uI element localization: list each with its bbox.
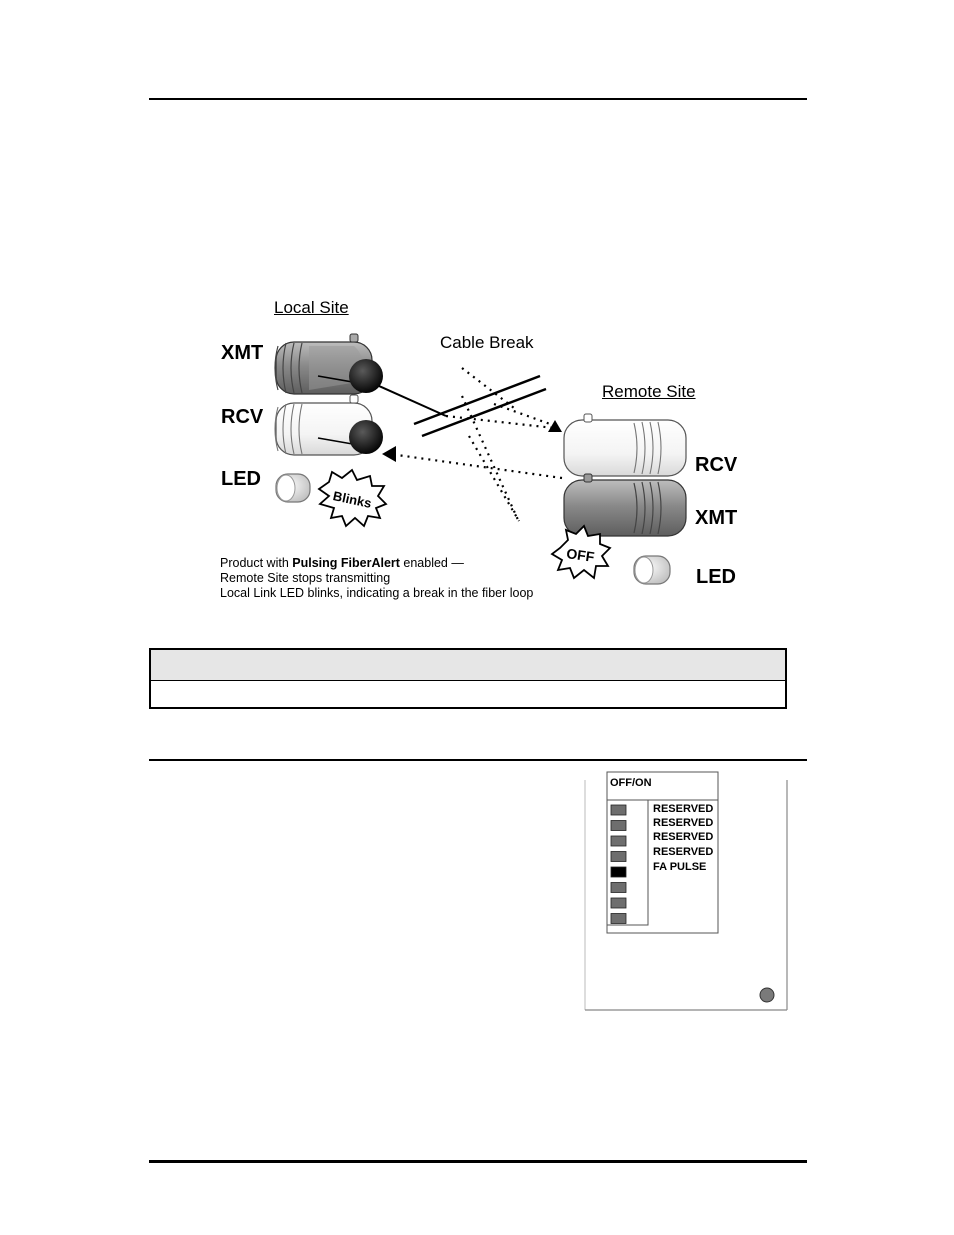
- caption-line-3: Local Link LED blinks, indicating a break in the fiber loop: [220, 586, 534, 600]
- blinks-burst-icon: [319, 470, 386, 526]
- note-table: [149, 648, 787, 709]
- cable-break-label: Cable Break: [440, 333, 534, 352]
- local-rcv-label: RCV: [221, 406, 264, 428]
- dip-switch-5[interactable]: [611, 867, 626, 877]
- dip-switch-8[interactable]: [611, 914, 626, 924]
- off-text: OFF: [565, 545, 596, 565]
- note-table-row: [151, 681, 785, 708]
- local-xmt-label: XMT: [221, 342, 264, 364]
- fiberalert-diagram: [214, 296, 744, 606]
- dip-switch-3[interactable]: [611, 836, 626, 846]
- dip-label-5-fa-pulse: FA PULSE: [653, 861, 707, 873]
- local-led-label: LED: [221, 468, 261, 490]
- dip-label-4: RESERVED: [653, 846, 714, 858]
- dip-switch-2[interactable]: [611, 821, 626, 831]
- remote-led-label: LED: [696, 566, 736, 588]
- caption-line-1: Product with Pulsing FiberAlert enabled —: [220, 556, 464, 570]
- remote-site-label: Remote Site: [602, 382, 696, 401]
- local-xmt-connector: [275, 334, 383, 394]
- dip-switch-bank: [611, 805, 626, 924]
- remote-led: [634, 556, 670, 584]
- caption-line-2: Remote Site stops transmitting: [220, 571, 391, 585]
- remote-rcv-connector: [564, 414, 686, 476]
- cable-break-line: [414, 376, 540, 424]
- top-rule: [149, 98, 807, 100]
- dip-switch-7[interactable]: [611, 898, 626, 908]
- note-table-header: [151, 650, 785, 681]
- dip-label-1: RESERVED: [653, 803, 714, 815]
- remote-xmt-label: XMT: [695, 507, 738, 529]
- blinks-text: Blinks: [331, 488, 373, 511]
- dip-label-3: RESERVED: [653, 831, 714, 843]
- section-rule: [149, 759, 807, 761]
- dip-switch-6[interactable]: [611, 883, 626, 893]
- local-site-label: Local Site: [274, 298, 349, 317]
- remote-rcv-label: RCV: [695, 454, 738, 476]
- dip-switch-1[interactable]: [611, 805, 626, 815]
- bottom-rule: [149, 1160, 807, 1163]
- dip-switch-panel: [583, 770, 789, 1012]
- dip-switch-header: OFF/ON: [610, 777, 652, 789]
- panel-screw-icon: [760, 988, 774, 1002]
- local-rcv-connector: [275, 395, 383, 455]
- dip-switch-4[interactable]: [611, 852, 626, 862]
- local-led: [276, 474, 310, 502]
- dip-label-2: RESERVED: [653, 817, 714, 829]
